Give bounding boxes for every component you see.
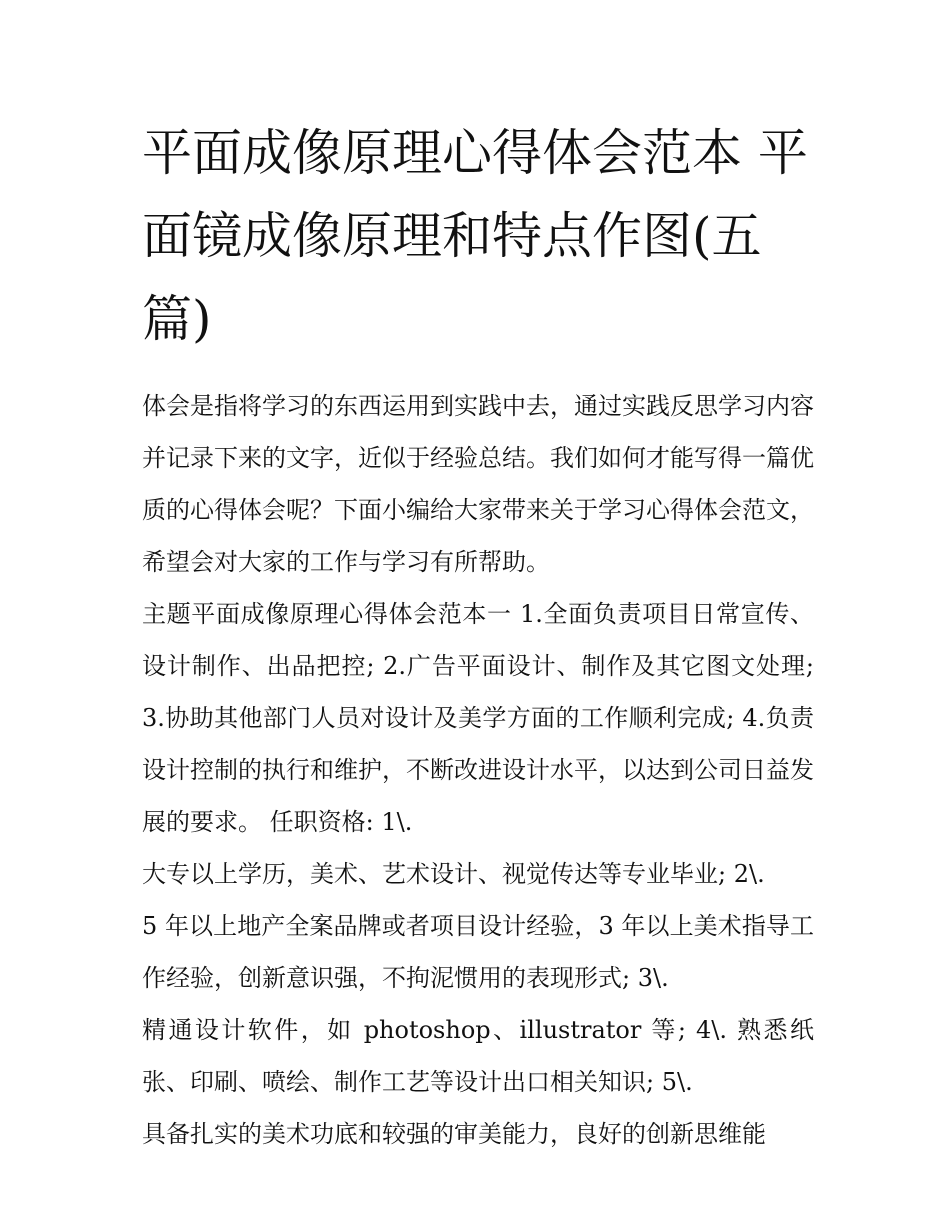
- paragraph-software: 精通设计软件，如 photoshop、illustrator 等; 4\. 熟悉纸张、印刷、喷绘、制作工艺等设计出口相关知识; 5\.: [142, 1016, 814, 1096]
- document-body: [142, 380, 814, 1160]
- document-page: [142, 112, 814, 1160]
- paragraph-duties: 主题平面成像原理心得体会范本一 1.全面负责项目日常宣传、设计制作、出品把控; 2.广告平面设计、制作及其它图文处理; 3.协助其他部门人员对设计及美学方面的工作顺利完成; 4.负责设计控制的执行和维护，不断改进设计水平，以达到公司日益发展的要求。 任职资格: 1\.: [142, 600, 814, 836]
- paragraph-intro: 体会是指将学习的东西运用到实践中去，通过实践反思学习内容并记录下来的文字，近似于经验总结。我们如何才能写得一篇优质的心得体会呢？下面小编给大家带来关于学习心得体会范文，希望会对大家的工作与学习有所帮助。: [142, 392, 814, 576]
- document-title: 平面成像原理心得体会范本 平面镜成像原理和特点作图(五篇): [142, 124, 808, 348]
- paragraph-experience: 5 年以上地产全案品牌或者项目设计经验，3 年以上美术指导工作经验，创新意识强，不拘泥惯用的表现形式; 3\.: [142, 912, 814, 992]
- paragraph-skills: 具备扎实的美术功底和较强的审美能力，良好的创新思维能: [142, 1120, 766, 1148]
- paragraph-education: 大专以上学历，美术、艺术设计、视觉传达等专业毕业; 2\.: [142, 860, 765, 888]
